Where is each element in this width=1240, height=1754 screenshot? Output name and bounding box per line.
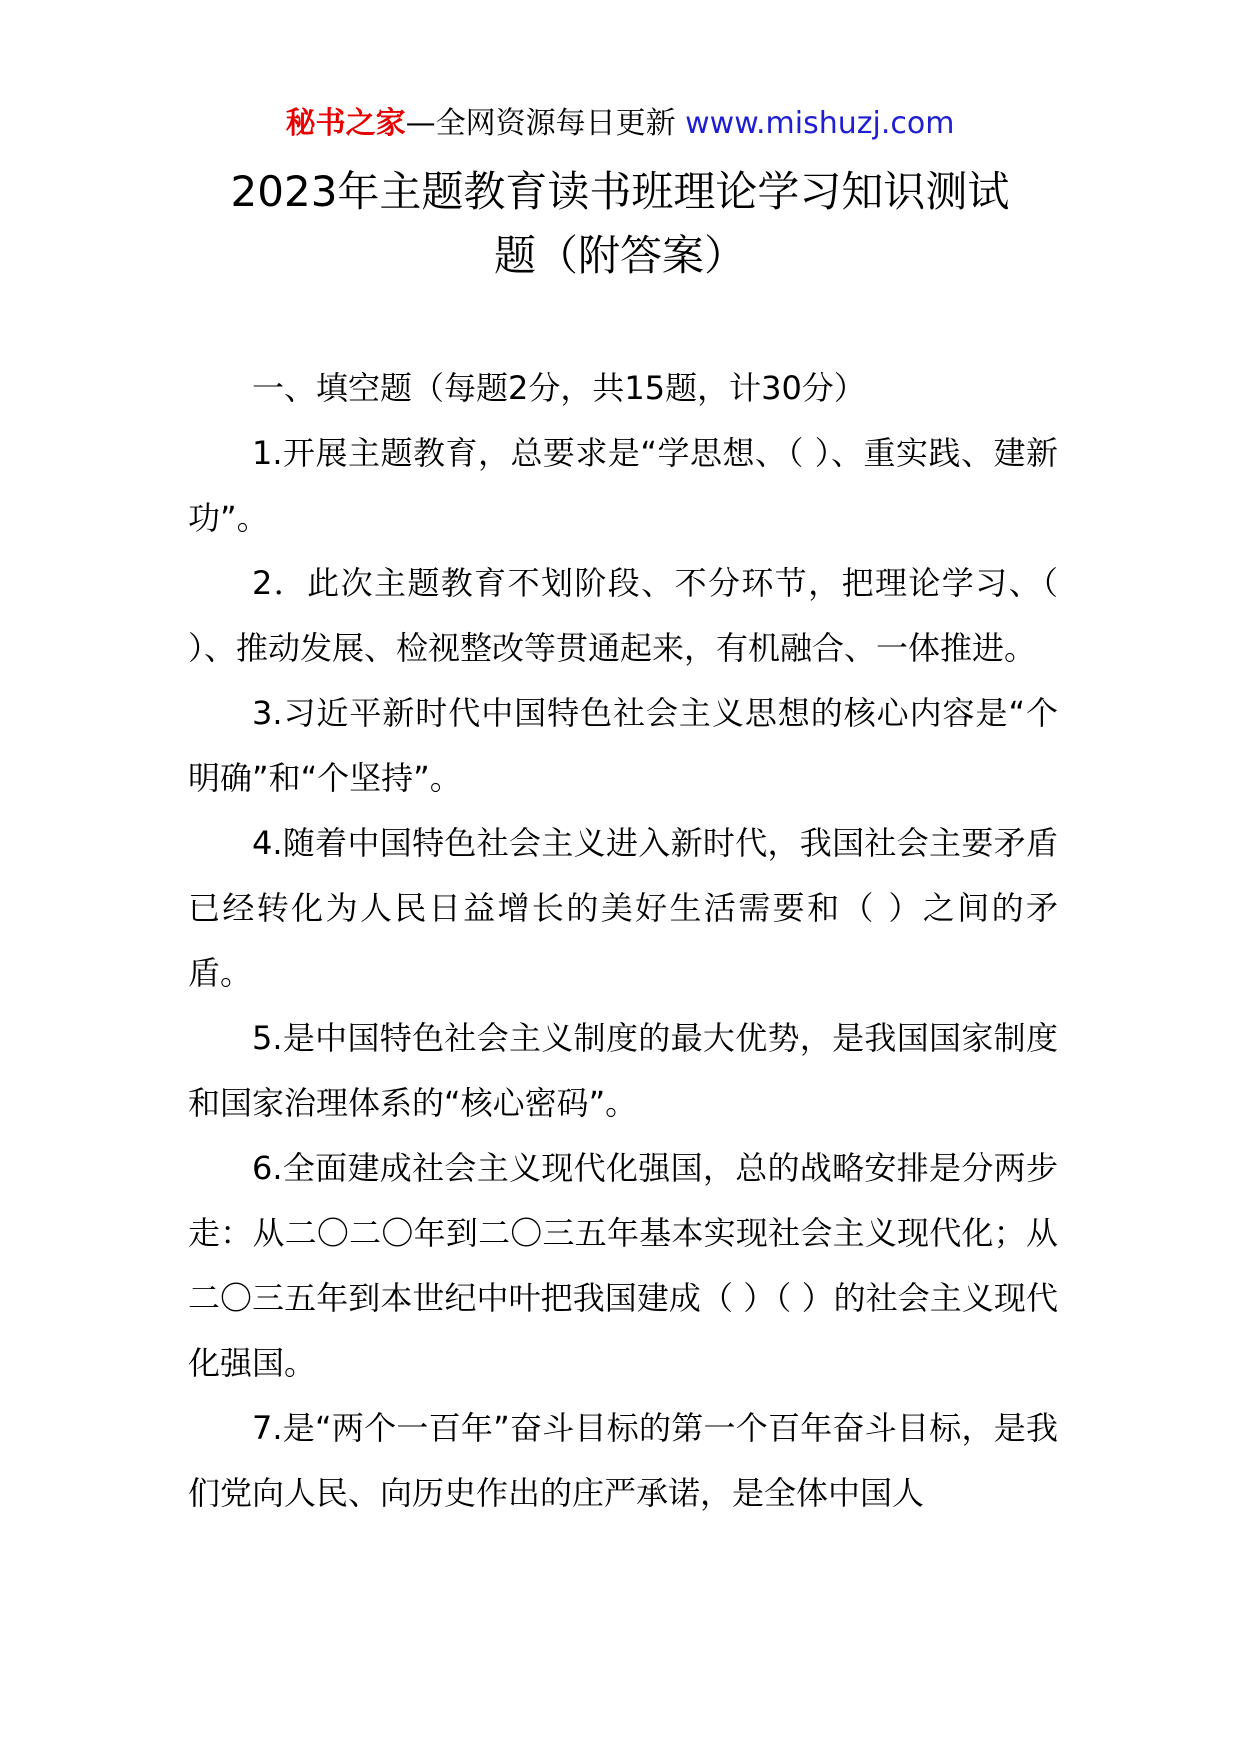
question-6: 6.全面建成社会主义现代化强国，总的战略安排是分两步走：从二〇二〇年到二〇三五年基本实现社会主义现代化；从二〇三五年到本世纪中叶把我国建成（ ）（ ）的社会主义现代化强国。 (188, 1149, 1058, 1382)
question-5: 5.是中国特色社会主义制度的最大优势，是我国国家制度和国家治理体系的“核心密码”。 (188, 1019, 1058, 1122)
title-line-1: 2023年主题教育读书班理论学习知识测试 (230, 167, 1010, 216)
question-2: 2．此次主题教育不划阶段、不分环节，把理论学习、（ ）、推动发展、检视整改等贯通起来，有机融合、一体推进。 (188, 564, 1058, 667)
site-brand: 秘书之家 (285, 106, 406, 141)
site-url-link[interactable]: www.mishuzj.com (685, 106, 955, 141)
section-heading: 一、填空题（每题2分，共15题，计30分） (252, 369, 866, 407)
question-7: 7.是“两个一百年”奋斗目标的第一个百年奋斗目标，是我们党向人民、向历史作出的庄严承诺，是全体中国人 (188, 1409, 1058, 1512)
site-slogan: —全网资源每日更新 (405, 106, 686, 141)
question-4: 4.随着中国特色社会主义进入新时代，我国社会主要矛盾已经转化为人民日益增长的美好生活需要和（ ）之间的矛盾。 (188, 824, 1058, 992)
question-3: 3.习近平新时代中国特色社会主义思想的核心内容是“个明确”和“个坚持”。 (188, 694, 1058, 797)
title-line-2: 题（附答案） (493, 231, 746, 280)
question-1: 1.开展主题教育，总要求是“学思想、（ ）、重实践、建新功”。 (188, 434, 1058, 537)
document-title (150, 160, 1090, 288)
site-header (0, 100, 1240, 148)
document-body (188, 356, 1058, 1526)
